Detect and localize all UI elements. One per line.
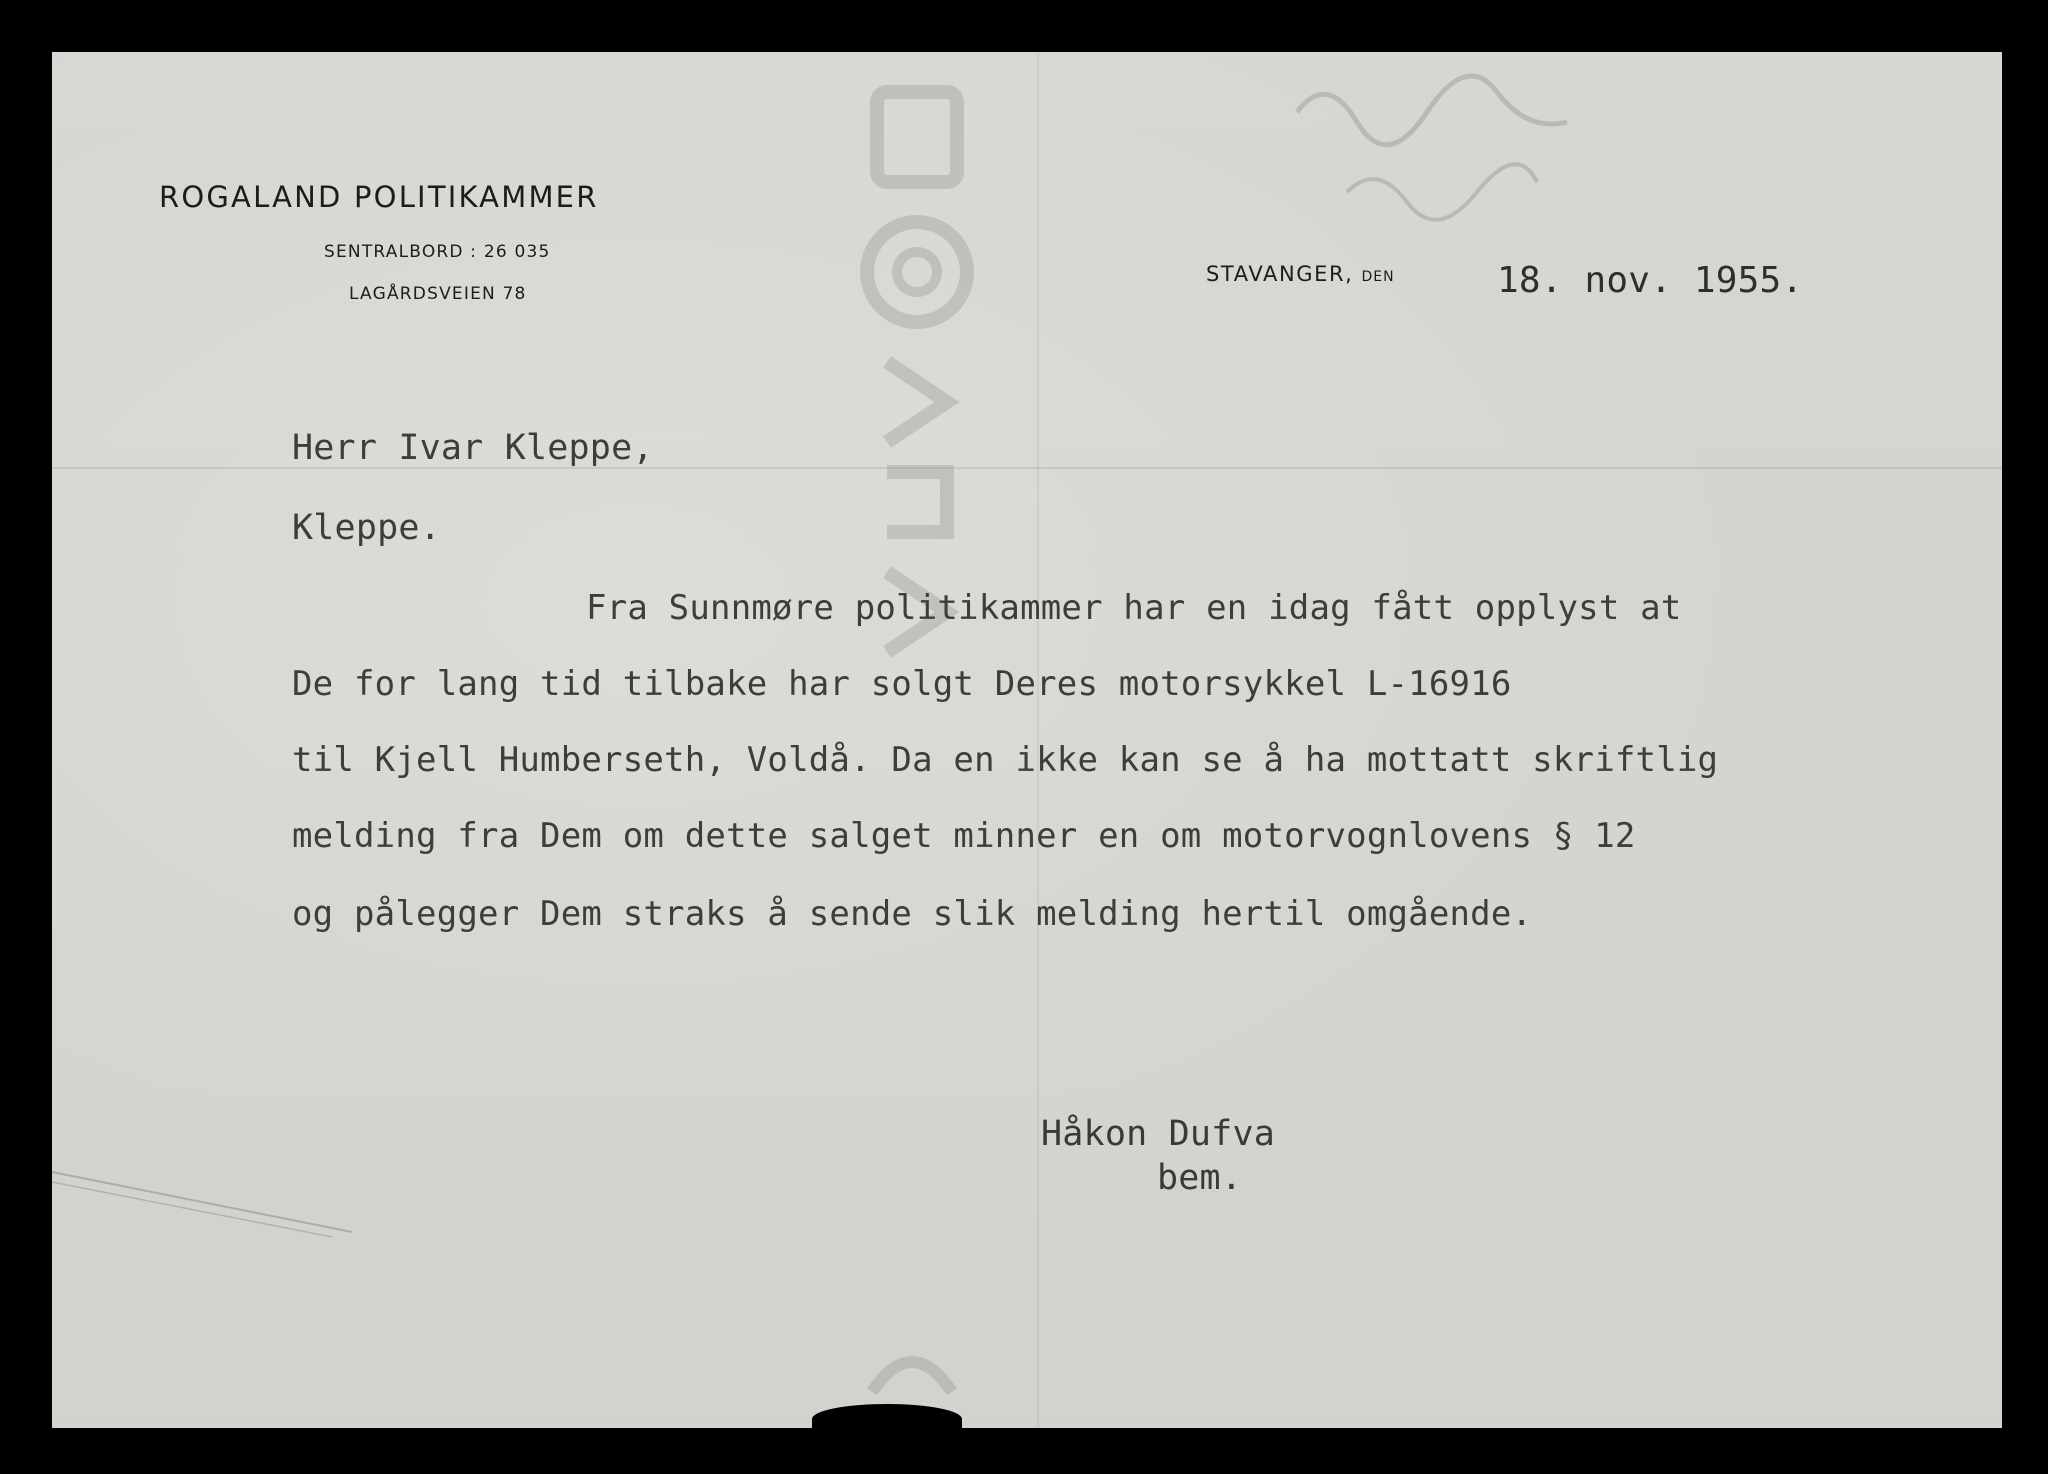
recipient-town: Kleppe. <box>292 508 441 548</box>
body-line: Fra Sunnmøre politikammer har en idag fått opplyst at <box>586 588 1682 628</box>
letter-date: 18. nov. 1955. <box>1497 260 1804 301</box>
faint-stamp-fragment <box>852 1322 972 1412</box>
place-name: STAVANGER, <box>1206 262 1354 286</box>
letterhead-address: LAGÅRDSVEIEN 78 <box>349 284 527 304</box>
signature-title: bem. <box>1157 1158 1243 1198</box>
body-line: til Kjell Humberseth, Voldå. Da en ikke kan se å ha mottatt skriftlig <box>292 740 1719 780</box>
letter-paper <box>52 52 2002 1428</box>
letterhead-organization: ROGALAND POLITIKAMMER <box>159 180 599 214</box>
letterhead-place <box>1206 262 1395 286</box>
body-line: melding fra Dem om dette salget minner en om motorvognlovens § 12 <box>292 816 1636 856</box>
faint-handwriting-mark <box>1287 52 1617 222</box>
body-line: og pålegger Dem straks å sende slik melding hertil omgående. <box>292 894 1533 934</box>
letterhead-switchboard: SENTRALBORD : 26 035 <box>324 242 551 262</box>
recipient-salutation: Herr Ivar Kleppe, <box>292 428 654 468</box>
signature-name: Håkon Dufva <box>1041 1114 1275 1154</box>
torn-edge <box>812 1404 962 1428</box>
pen-stroke-mark <box>52 1152 382 1242</box>
place-den-label: DEN <box>1361 269 1395 285</box>
body-line: De for lang tid tilbake har solgt Deres motorsykkel L-16916 <box>292 664 1512 704</box>
